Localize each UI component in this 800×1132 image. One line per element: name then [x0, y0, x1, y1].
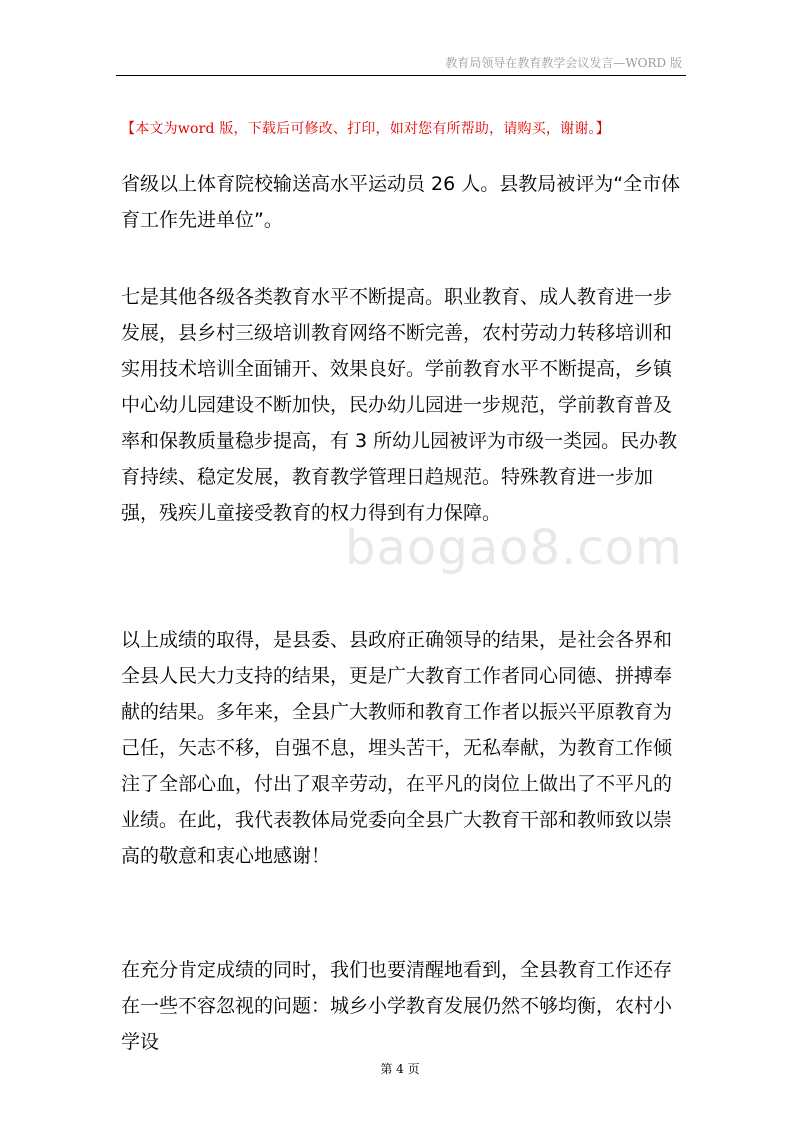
paragraph-2: 七是其他各级各类教育水平不断提高。职业教育、成人教育进一步发展，县乡村三级培训教育网络不断完善，农村劳动力转移培训和实用技术培训全面铺开、效果良好。学前教育水平不断提高，乡镇中心幼儿园建设不断加快，民办幼儿园进一步规范，学前教育普及率和保教质量稳步提高，有 3 所幼儿园被评为市级一类园。民办教育持续、稳定发展，教育教学管理日趋规范。特殊教育进一步加强，残疾儿童接受教育的权力得到有力保障。 — [121, 286, 678, 524]
paragraph-4: 在充分肯定成绩的同时，我们也要清醒地看到，全县教育工作还存在一些不容忽视的问题：城乡小学教育发展仍然不够均衡，农村小学设 — [121, 959, 673, 1053]
paragraph-3: 以上成绩的取得，是县委、县政府正确领导的结果，是社会各界和全县人民大力支持的结果，更是广大教育工作者同心同德、拼搏奉献的结果。多年来，全县广大教师和教育工作者以振兴平原教育为己任，矢志不移，自强不息，埋头苦干，无私奉献，为教育工作倾注了全部心血，付出了艰辛劳动，在平凡的岗位上做出了不平凡的业绩。在此，我代表教体局党委向全县广大教育干部和教师致以崇高的敬意和衷心地感谢！ — [121, 629, 673, 867]
watermark: baogao8.com — [345, 520, 683, 576]
purchase-notice: 【本文为word 版，下载后可修改、打印，如对您有所帮助，请购买，谢谢。】 — [121, 121, 610, 137]
header-divider — [116, 75, 686, 76]
header-title: 教育局领导在教育教学会议发言—WORD 版 — [445, 56, 682, 70]
page-number: 第 4 页 — [380, 1062, 420, 1076]
paragraph-1: 省级以上体育院校输送高水平运动员 26 人。县教局被评为“全市体育工作先进单位”。 — [121, 173, 681, 231]
